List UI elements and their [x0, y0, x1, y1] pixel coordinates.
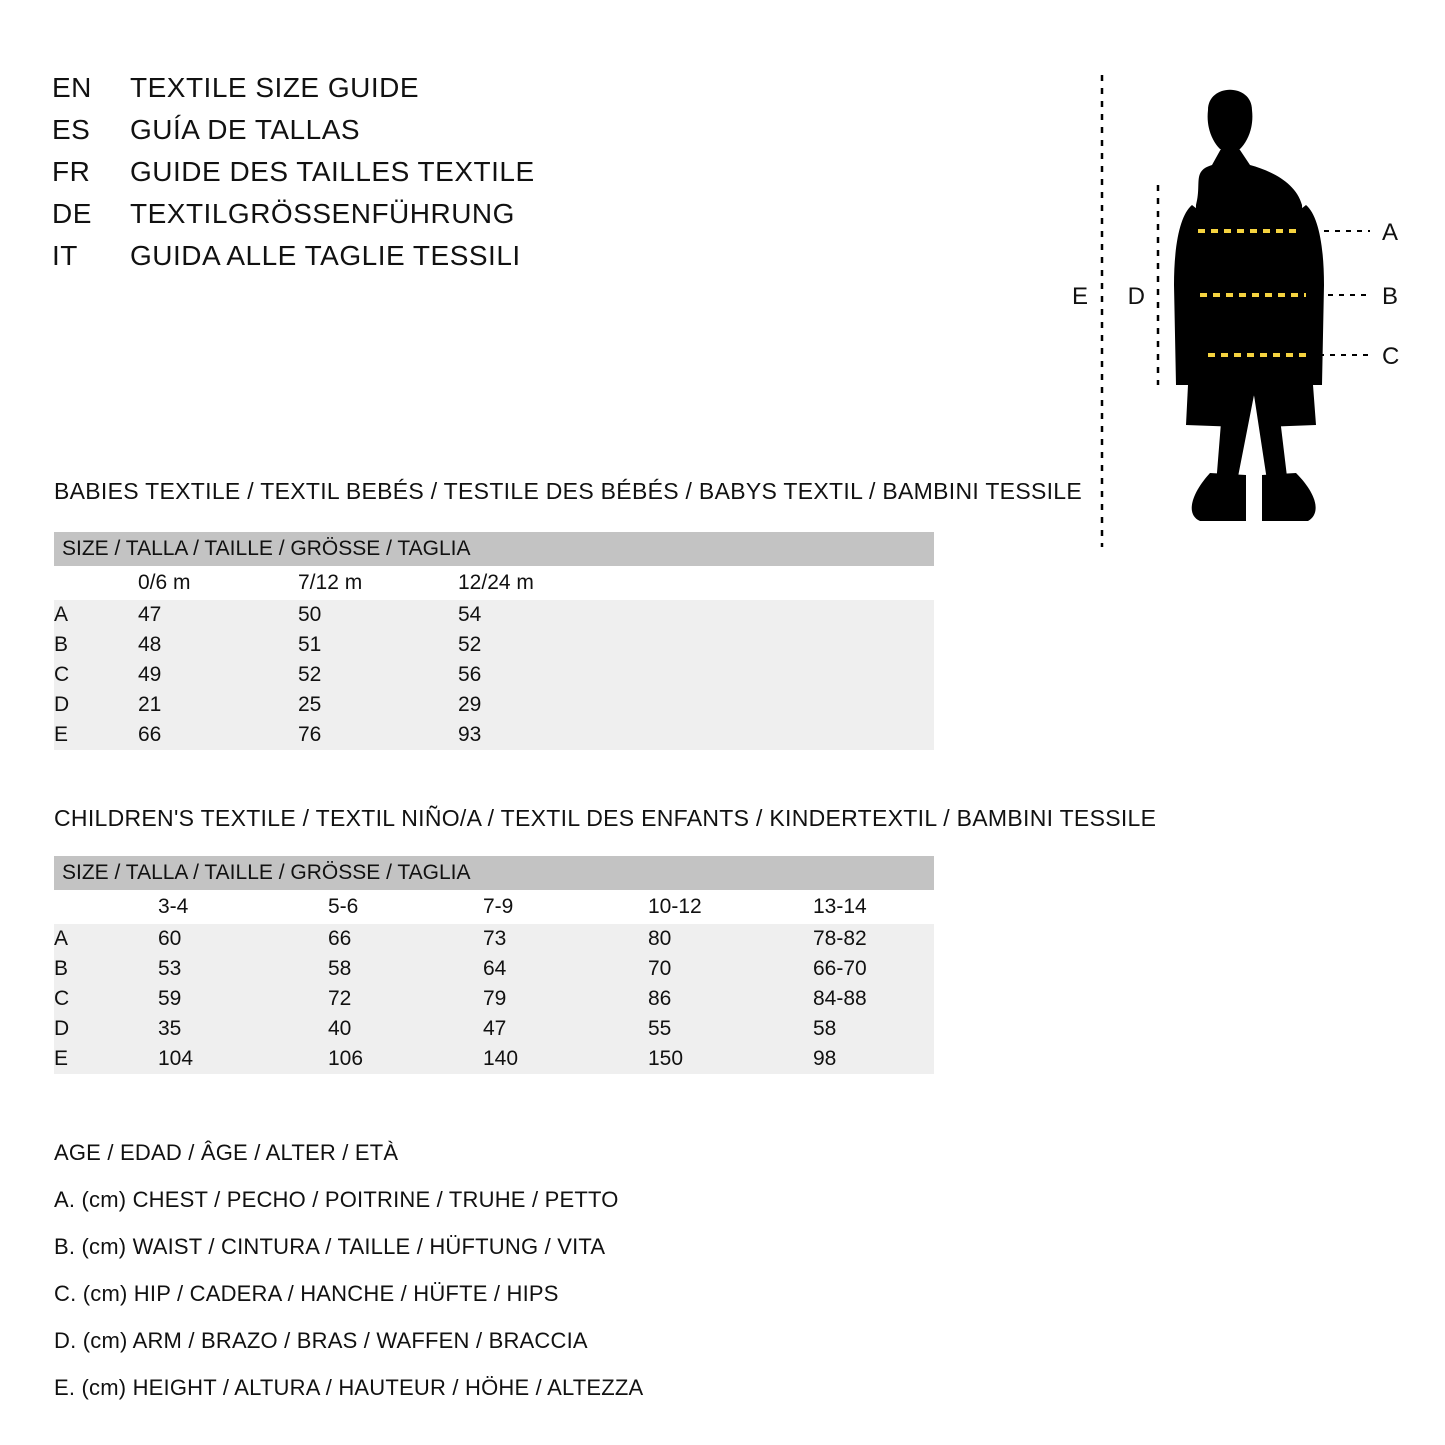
babies-table-header-row — [54, 532, 934, 566]
children-e-1: 106 — [328, 1044, 483, 1074]
children-d-0: 35 — [158, 1014, 328, 1044]
babies-b-1: 51 — [298, 630, 458, 660]
children-c-4: 84-88 — [813, 984, 934, 1014]
babies-column-0: 0/6 m — [138, 566, 298, 600]
babies-e-0: 66 — [138, 720, 298, 750]
table-row — [54, 720, 934, 750]
babies-section-title: BABIES TEXTILE / TEXTIL BEBÉS / TESTILE DES BÉBÉS / BABYS TEXTIL / BAMBINI TESSILE — [54, 478, 1083, 504]
table-row — [54, 984, 934, 1014]
children-column-1: 5-6 — [328, 890, 483, 924]
children-column-4: 13-14 — [813, 890, 934, 924]
legend-chest: A. (cm) CHEST / PECHO / POITRINE / TRUHE / PETTO — [54, 1187, 619, 1212]
legend-waist: B. (cm) WAIST / CINTURA / TAILLE / HÜFTUNG / VITA — [54, 1234, 606, 1259]
title-lang-de: DE — [52, 198, 92, 229]
babies-column-row — [54, 566, 934, 600]
babies-b-2: 52 — [458, 630, 934, 660]
children-row-label-d: D — [54, 1014, 158, 1044]
children-b-3: 70 — [648, 954, 813, 984]
children-section-title: CHILDREN'S TEXTILE / TEXTIL NIÑO/A / TEXTIL DES ENFANTS / KINDERTEXTIL / BAMBINI TESSILE — [54, 805, 1157, 831]
children-row-label-e: E — [54, 1044, 158, 1074]
table-row — [54, 600, 934, 630]
babies-row-label-b: B — [54, 630, 138, 660]
children-a-2: 73 — [483, 924, 648, 954]
children-e-0: 104 — [158, 1044, 328, 1074]
children-a-1: 66 — [328, 924, 483, 954]
children-e-4: 98 — [813, 1044, 934, 1074]
children-column-3: 10-12 — [648, 890, 813, 924]
babies-a-2: 54 — [458, 600, 934, 630]
children-d-2: 47 — [483, 1014, 648, 1044]
babies-row-label-c: C — [54, 660, 138, 690]
title-lang-it: IT — [52, 240, 78, 271]
title-text-en: TEXTILE SIZE GUIDE — [130, 72, 420, 103]
babies-a-1: 50 — [298, 600, 458, 630]
babies-b-0: 48 — [138, 630, 298, 660]
babies-column-2: 12/24 m — [458, 566, 934, 600]
children-b-0: 53 — [158, 954, 328, 984]
table-row — [54, 630, 934, 660]
children-d-3: 55 — [648, 1014, 813, 1044]
babies-a-0: 47 — [138, 600, 298, 630]
babies-c-2: 56 — [458, 660, 934, 690]
babies-d-2: 29 — [458, 690, 934, 720]
children-b-2: 64 — [483, 954, 648, 984]
child-silhouette-icon — [1174, 90, 1324, 521]
table-row — [54, 660, 934, 690]
children-d-4: 58 — [813, 1014, 934, 1044]
measurement-figure — [1040, 55, 1420, 565]
children-d-1: 40 — [328, 1014, 483, 1044]
babies-corner-cell — [54, 566, 138, 600]
title-text-es: GUÍA DE TALLAS — [130, 114, 361, 145]
children-c-1: 72 — [328, 984, 483, 1014]
figure-label-d: D — [1127, 283, 1145, 310]
children-column-0: 3-4 — [158, 890, 328, 924]
children-b-4: 66-70 — [813, 954, 934, 984]
title-text-de: TEXTILGRÖSSENFÜHRUNG — [130, 198, 515, 229]
figure-label-b: B — [1382, 283, 1399, 310]
legend-age: AGE / EDAD / ÂGE / ALTER / ETÀ — [54, 1140, 399, 1165]
title-text-fr: GUIDE DES TAILLES TEXTILE — [130, 156, 535, 187]
children-b-1: 58 — [328, 954, 483, 984]
babies-header-label: SIZE / TALLA / TAILLE / GRÖSSE / TAGLIA — [54, 532, 934, 566]
babies-e-1: 76 — [298, 720, 458, 750]
children-a-3: 80 — [648, 924, 813, 954]
babies-size-table — [54, 532, 934, 750]
children-e-2: 140 — [483, 1044, 648, 1074]
title-lang-es: ES — [52, 114, 91, 145]
title-row-es — [52, 114, 752, 146]
babies-e-2: 93 — [458, 720, 934, 750]
children-column-row — [54, 890, 934, 924]
children-c-0: 59 — [158, 984, 328, 1014]
table-row — [54, 690, 934, 720]
figure-label-a: A — [1382, 219, 1399, 246]
babies-d-0: 21 — [138, 690, 298, 720]
title-block — [52, 72, 752, 282]
babies-row-label-e: E — [54, 720, 138, 750]
figure-label-c: C — [1382, 343, 1400, 370]
table-row — [54, 924, 934, 954]
title-row-en — [52, 72, 752, 104]
children-a-0: 60 — [158, 924, 328, 954]
title-text-it: GUIDA ALLE TAGLIE TESSILI — [130, 240, 521, 271]
children-header-label: SIZE / TALLA / TAILLE / GRÖSSE / TAGLIA — [54, 856, 934, 890]
children-table-header-row — [54, 856, 934, 890]
legend-arm: D. (cm) ARM / BRAZO / BRAS / WAFFEN / BRACCIA — [54, 1328, 588, 1353]
title-row-fr — [52, 156, 752, 188]
legend-height: E. (cm) HEIGHT / ALTURA / HAUTEUR / HÖHE / ALTEZZA — [54, 1375, 644, 1400]
title-lang-en: EN — [52, 72, 92, 103]
children-corner-cell — [54, 890, 158, 924]
babies-row-label-a: A — [54, 600, 138, 630]
title-row-it — [52, 240, 752, 272]
legend-block — [54, 1140, 954, 1422]
table-row — [54, 954, 934, 984]
title-row-de — [52, 198, 752, 230]
children-a-4: 78-82 — [813, 924, 934, 954]
babies-row-label-d: D — [54, 690, 138, 720]
babies-column-1: 7/12 m — [298, 566, 458, 600]
title-lang-fr: FR — [52, 156, 91, 187]
children-c-3: 86 — [648, 984, 813, 1014]
children-c-2: 79 — [483, 984, 648, 1014]
children-e-3: 150 — [648, 1044, 813, 1074]
babies-c-0: 49 — [138, 660, 298, 690]
children-size-table — [54, 856, 934, 1074]
children-row-label-c: C — [54, 984, 158, 1014]
children-column-2: 7-9 — [483, 890, 648, 924]
legend-hip: C. (cm) HIP / CADERA / HANCHE / HÜFTE / HIPS — [54, 1281, 559, 1306]
babies-c-1: 52 — [298, 660, 458, 690]
children-row-label-a: A — [54, 924, 158, 954]
children-row-label-b: B — [54, 954, 158, 984]
table-row — [54, 1044, 934, 1074]
table-row — [54, 1014, 934, 1044]
babies-d-1: 25 — [298, 690, 458, 720]
figure-label-e: E — [1071, 283, 1088, 310]
